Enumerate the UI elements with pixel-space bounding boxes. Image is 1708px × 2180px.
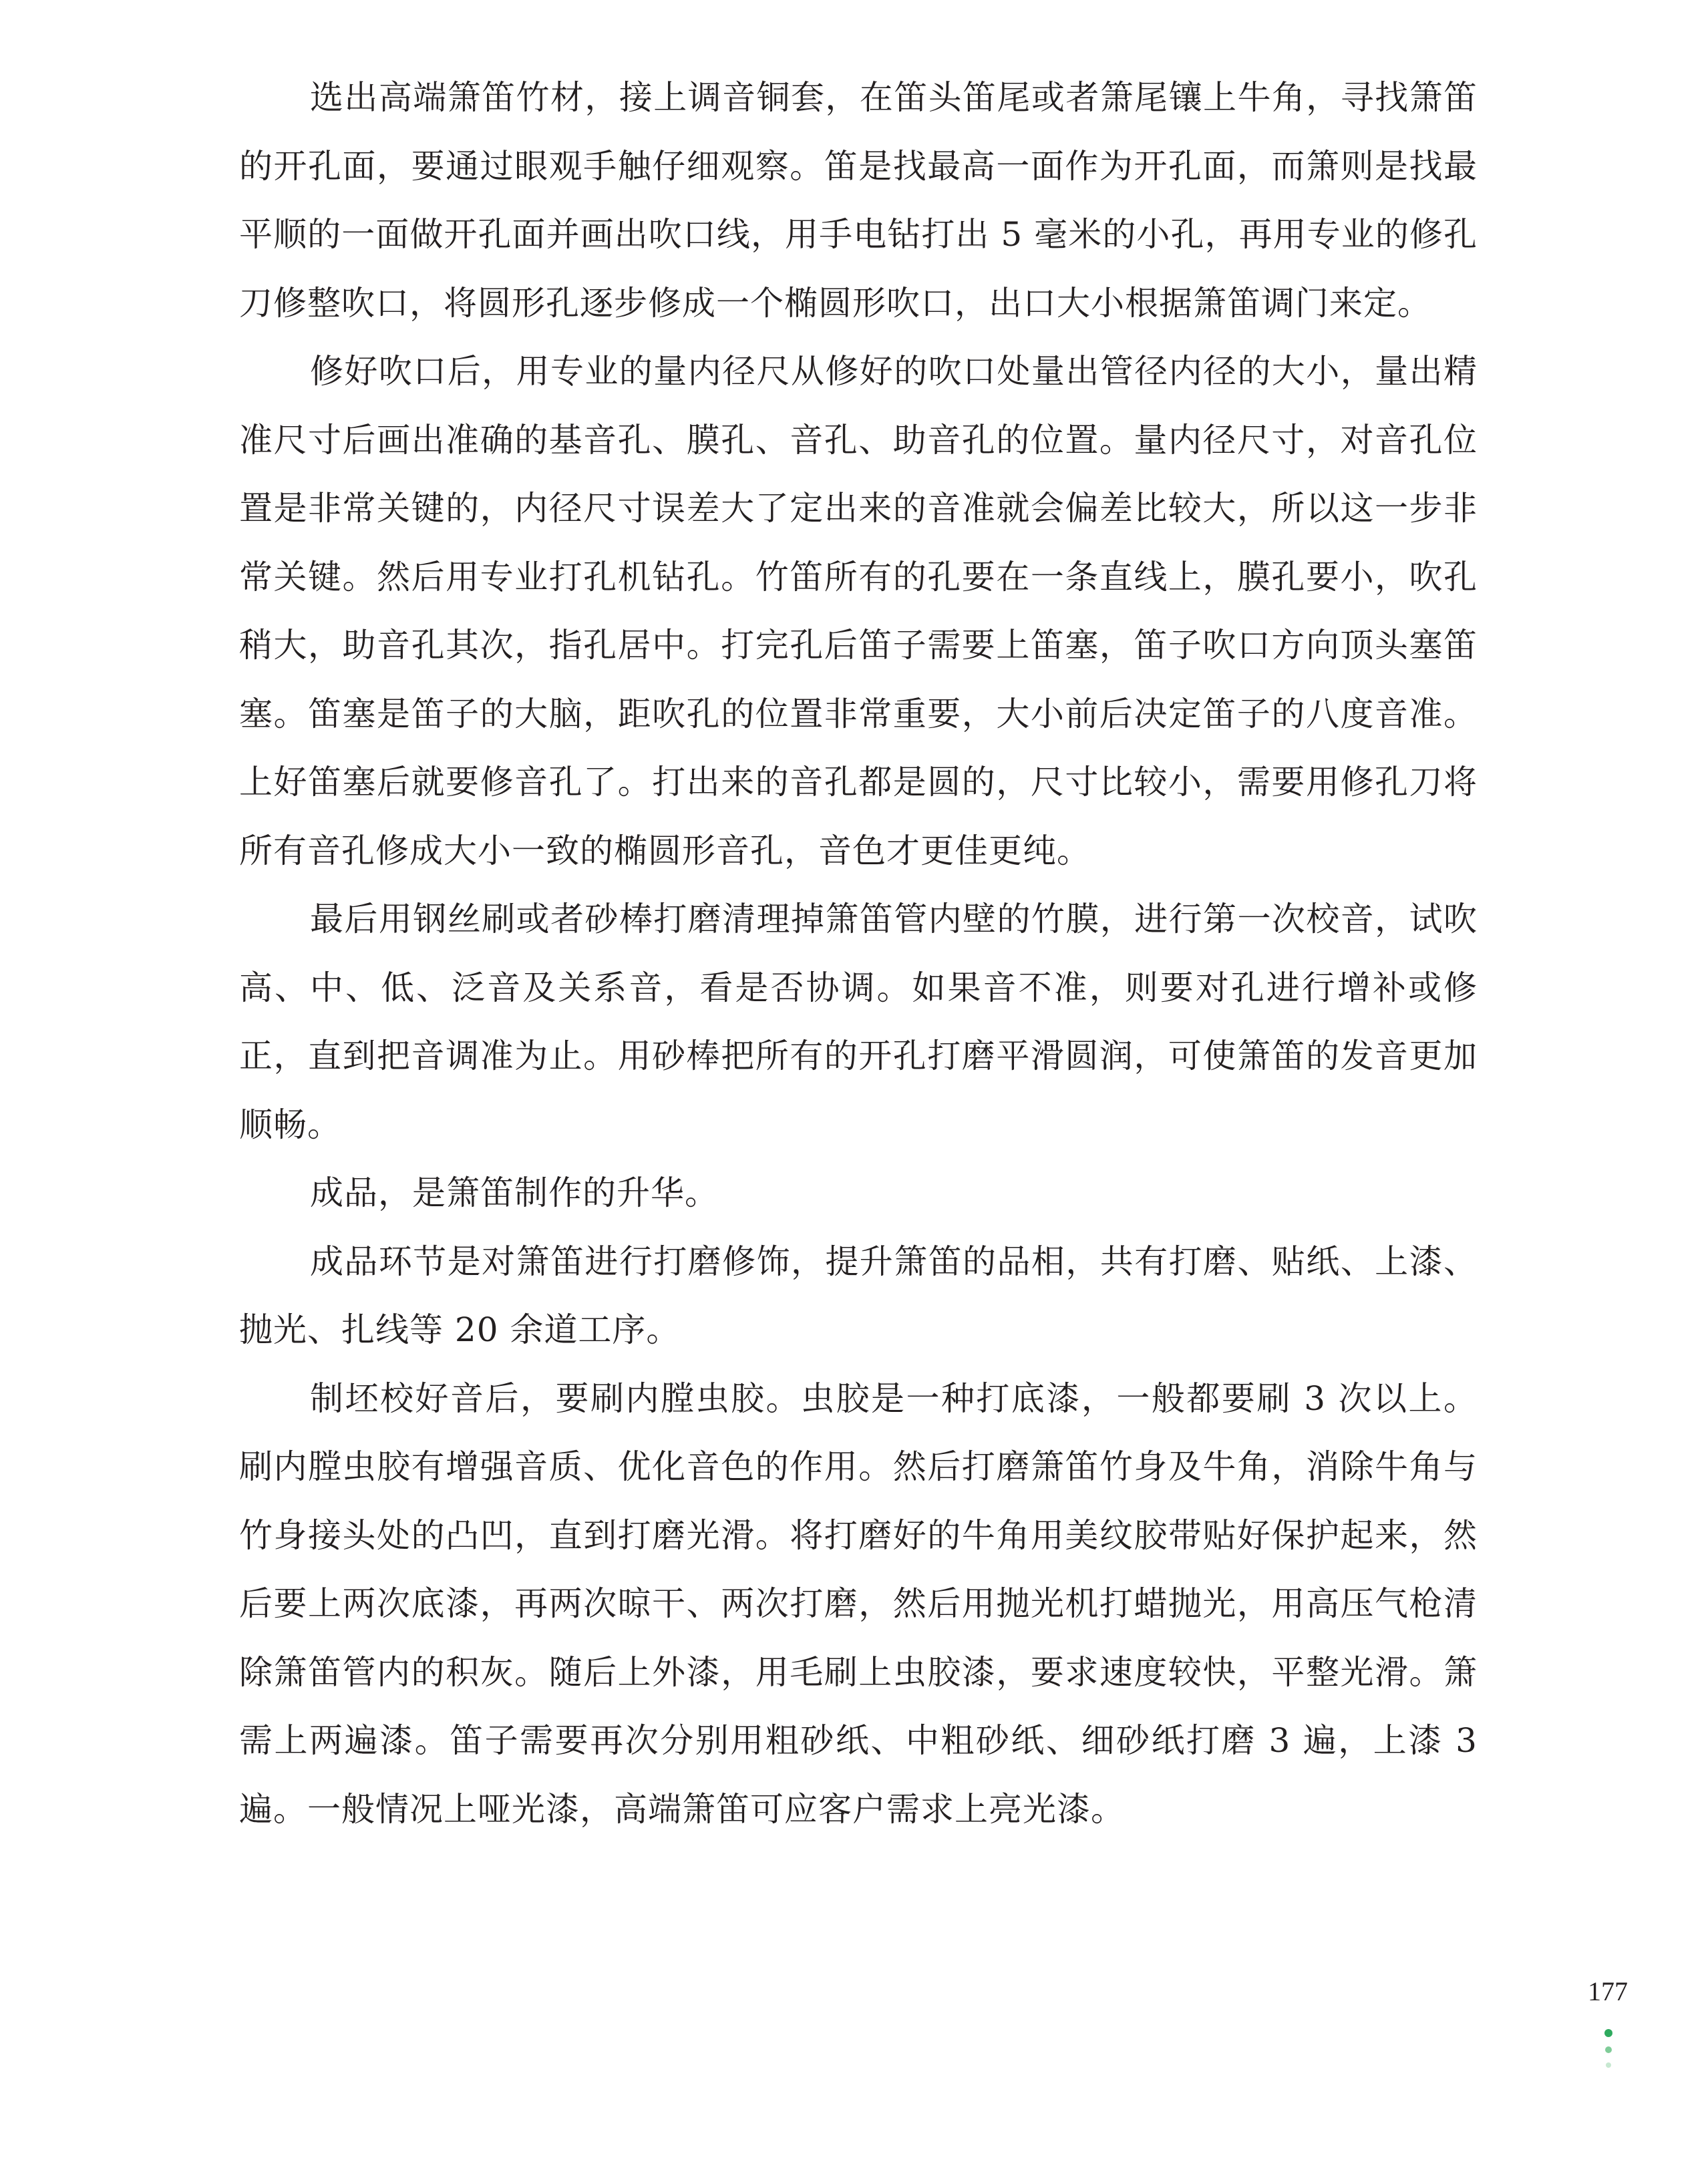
dot-icon <box>1604 2029 1612 2037</box>
page-number: 177 <box>1588 1976 1628 2006</box>
body-text <box>239 63 1478 1843</box>
dot-icon <box>1606 2062 1611 2068</box>
decorative-dots-icon <box>1595 2029 1622 2089</box>
paragraph-1: 选出高端箫笛竹材，接上调音铜套，在笛头笛尾或者箫尾镶上牛角，寻找箫笛的开孔面，要通过眼观手触仔细观察。笛是找最高一面作为开孔面，而箫则是找最平顺的一面做开孔面并画出吹口线，用手电钻打出 5 毫米的小孔，再用专业的修孔刀修整吹口，将圆形孔逐步修成一个椭圆形吹口，出口大小根据箫笛调门来定。 <box>239 78 1478 323</box>
paragraph-2: 修好吹口后，用专业的量内径尺从修好的吹口处量出管径内径的大小，量出精准尺寸后画出准确的基音孔、膜孔、音孔、助音孔的位置。量内径尺寸，对音孔位置是非常关键的，内径尺寸误差大了定出来的音准就会偏差比较大，所以这一步非常关键。然后用专业打孔机钻孔。竹笛所有的孔要在一条直线上，膜孔要小，吹孔稍大，助音孔其次，指孔居中。打完孔后笛子需要上笛塞，笛子吹口方向顶头塞笛塞。笛塞是笛子的大脑，距吹孔的位置非常重要，大小前后决定笛子的八度音准。上好笛塞后就要修音孔了。打出来的音孔都是圆的，尺寸比较小，需要用修孔刀将所有音孔修成大小一致的椭圆形音孔，音色才更佳更纯。 <box>239 352 1478 870</box>
paragraph-3: 最后用钢丝刷或者砂棒打磨清理掉箫笛管内壁的竹膜，进行第一次校音，试吹高、中、低、泛音及关系音，看是否协调。如果音不准，则要对孔进行增补或修正，直到把音调准为止。用砂棒把所有的开孔打磨平滑圆润，可使箫笛的发音更加顺畅。 <box>239 900 1478 1144</box>
paragraph-6: 制坯校好音后，要刷内膛虫胶。虫胶是一种打底漆，一般都要刷 3 次以上。刷内膛虫胶有增强音质、优化音色的作用。然后打磨箫笛竹身及牛角，消除牛角与竹身接头处的凸凹，直到打磨光滑。将打磨好的牛角用美纹胶带贴好保护起来，然后要上两次底漆，再两次晾干、两次打磨，然后用抛光机打蜡抛光，用高压气枪清除箫笛管内的积灰。随后上外漆，用毛刷上虫胶漆，要求速度较快，平整光滑。箫需上两遍漆。笛子需要再次分别用粗砂纸、中粗砂纸、细砂纸打磨 3 遍，上漆 3 遍。一般情况上哑光漆，高端箫笛可应客户需求上亮光漆。 <box>239 1379 1478 1829</box>
paragraph-5: 成品环节是对箫笛进行打磨修饰，提升箫笛的品相，共有打磨、贴纸、上漆、抛光、扎线等 20 余道工序。 <box>239 1242 1478 1349</box>
dot-icon <box>1605 2046 1612 2053</box>
paragraph-4: 成品，是箫笛制作的升华。 <box>310 1173 719 1212</box>
